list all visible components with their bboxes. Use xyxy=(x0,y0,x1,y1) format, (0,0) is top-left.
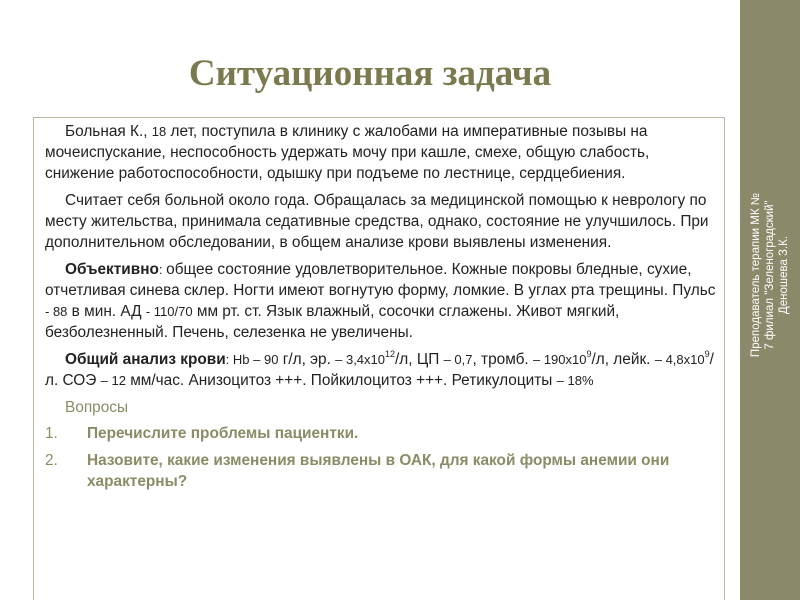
tr-exponent: 9 xyxy=(586,349,592,359)
bp-value: - 110/70 xyxy=(145,304,193,319)
blood-text-4: /л, лейк. xyxy=(591,351,655,368)
case-content xyxy=(45,121,720,498)
blood-test-paragraph xyxy=(45,349,720,391)
question-number: 1. xyxy=(45,425,58,442)
soe-value: – 12 xyxy=(100,373,126,388)
question-text: Перечислите проблемы пациентки. xyxy=(87,425,359,442)
cp-value: – 0,7 xyxy=(443,352,473,367)
questions-heading: Вопросы xyxy=(65,399,129,416)
hb-value: Hb – 90 xyxy=(232,352,279,367)
question-text: Назовите, какие изменения выявлены в ОАК, для какой формы анемии они характерны? xyxy=(87,452,670,490)
blood-text-3: , тромб. xyxy=(472,351,533,368)
blood-text-5: /л. СОЭ xyxy=(45,351,714,389)
objective-label: Объективно xyxy=(65,261,159,278)
complaints-text: лет, поступила в клинику с жалобами на императивные позывы на мочеиспускание, неспособность удержать мочу при кашле, смехе, общую слабость, снижение работоспособности, одышку при подъеме по лестнице, сердцебиения. xyxy=(45,123,650,182)
complaints-intro: Больная К., xyxy=(65,123,152,140)
blood-text-6: мм/час. Анизоцитоз +++. Пойкилоцитоз +++. Ретикулоциты xyxy=(125,372,557,389)
ret-value: – 18% xyxy=(556,373,594,388)
slide-title: Ситуационная задача xyxy=(188,53,552,94)
blood-text-2: /л, ЦП xyxy=(395,351,444,368)
blood-test-label: Общий анализ крови xyxy=(65,351,226,368)
patient-age: 18 xyxy=(151,124,167,139)
objective-text-3: мм рт. ст. Язык влажный, сосочки сглажены. Живот мягкий, безболезненный. Печень, селезенка не увеличены. xyxy=(45,303,620,341)
author-line-2: 7 филиал "Зеленоградский" xyxy=(764,200,776,350)
blood-text-1: г/л, эр. xyxy=(278,351,336,368)
blood-test-colon: : xyxy=(225,352,233,367)
question-item xyxy=(45,450,720,492)
objective-colon: : xyxy=(158,262,167,277)
er-value: – 3,4х10 xyxy=(335,352,385,367)
question-number: 2. xyxy=(45,452,58,469)
er-exponent: 12 xyxy=(385,349,396,359)
objective-text-2: в мин. АД xyxy=(67,303,146,320)
lk-exponent: 9 xyxy=(704,349,710,359)
objective-paragraph xyxy=(45,259,720,343)
pulse-value: - 88 xyxy=(45,304,68,319)
lk-value: – 4,8х10 xyxy=(654,352,705,367)
author-line-3: Деношева З.К. xyxy=(778,235,790,315)
complaints-paragraph xyxy=(45,121,720,184)
author-line-1: Преподаватель терапии МК № xyxy=(750,192,762,358)
author-caption xyxy=(749,115,791,435)
question-item xyxy=(45,423,720,444)
tr-value: – 190х10 xyxy=(532,352,587,367)
history-paragraph: Считает себя больной около года. Обращалась за медицинской помощью к неврологу по месту жительства, принимала седативные средства, однако, состояние не улучшилось. При дополнительном обследовании, в общем анализе крови выявлены изменения. xyxy=(45,192,709,251)
objective-text-1: общее состояние удовлетворительное. Кожные покровы бледные, сухие, отчетливая синева склер. Ногти имеют вогнутую форму, ломкие. В углах рта трещины. Пульс xyxy=(45,261,716,299)
